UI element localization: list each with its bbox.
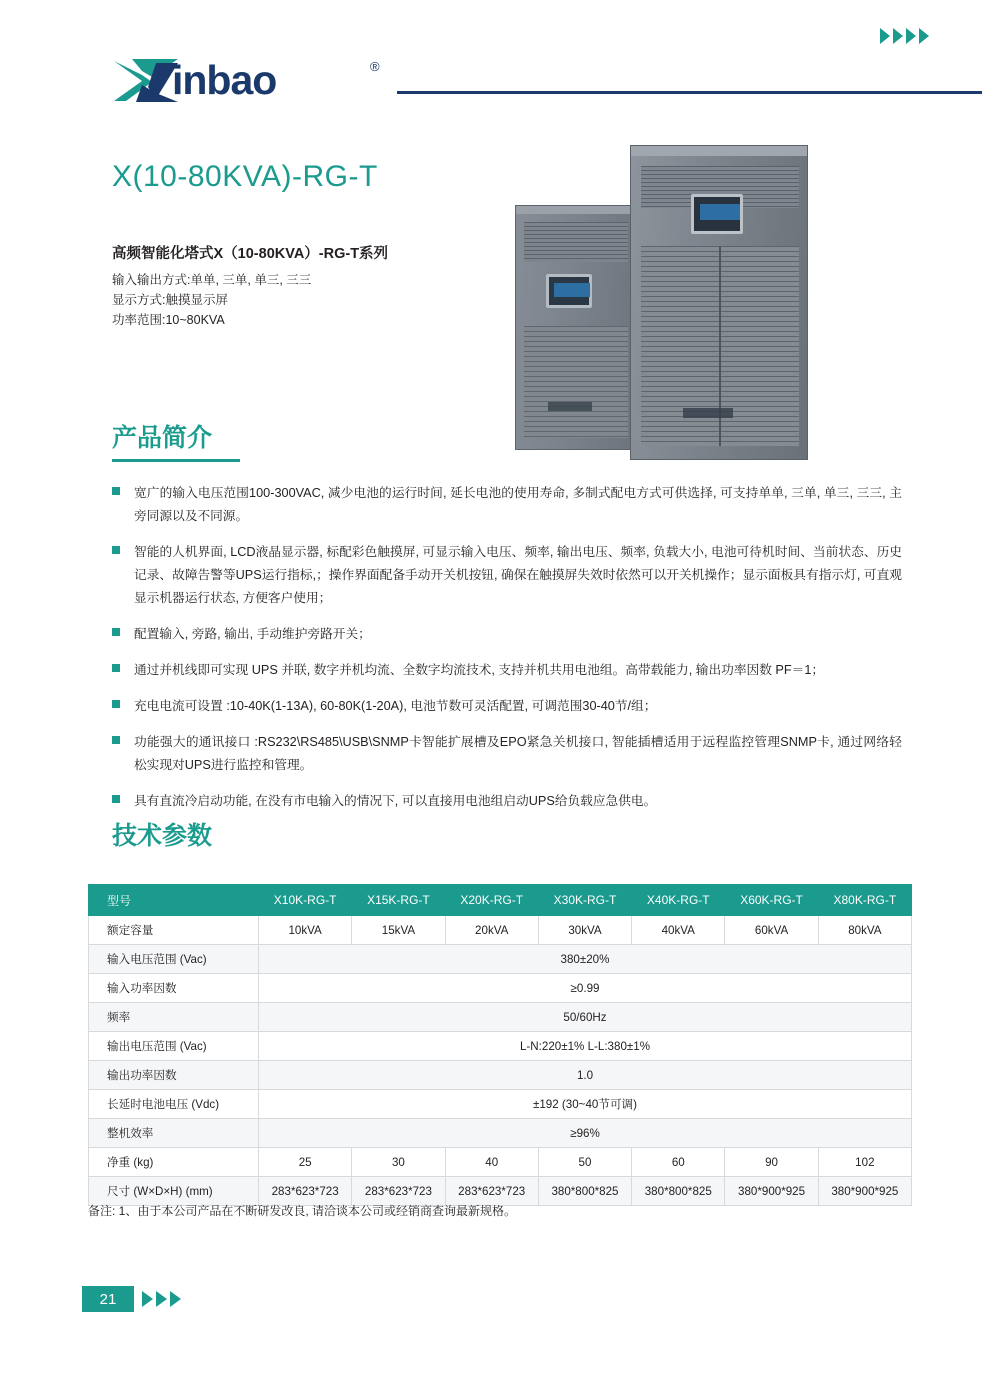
brand-logo — [112, 55, 402, 113]
row-label: 整机效率 — [89, 1119, 259, 1148]
triangle-right-icon — [170, 1291, 181, 1307]
col-header-model: 型号 — [89, 885, 259, 916]
spec-line-power: 功率范围:10~80KVA — [112, 313, 225, 327]
spec-table — [88, 884, 912, 1206]
list-item — [112, 659, 902, 682]
table-row — [89, 1148, 912, 1177]
table-cell: 283*623*723 — [259, 1177, 352, 1206]
row-label: 净重 (kg) — [89, 1148, 259, 1177]
bullet-text: 配置输入, 旁路, 输出, 手动维护旁路开关； — [134, 627, 371, 641]
table-cell: 10kVA — [259, 916, 352, 945]
table-cell-merged: 1.0 — [259, 1061, 912, 1090]
table-cell: 20kVA — [445, 916, 538, 945]
triangle-right-icon — [893, 28, 903, 44]
table-cell: 60kVA — [725, 916, 818, 945]
ups-tower-large-image — [630, 145, 808, 460]
intro-bullet-list — [112, 482, 902, 826]
triangle-right-icon — [906, 28, 916, 44]
table-cell-merged: ≥0.99 — [259, 974, 912, 1003]
row-label: 输入功率因数 — [89, 974, 259, 1003]
table-cell: 40kVA — [632, 916, 725, 945]
square-bullet-icon — [112, 736, 120, 744]
table-cell: 90 — [725, 1148, 818, 1177]
bullet-text: 充电电流可设置 :10-40K(1-13A), 60-80K(1-20A), 电池节数可灵活配置, 可调范围30-40节/组； — [134, 699, 657, 713]
table-cell-merged: 380±20% — [259, 945, 912, 974]
table-row — [89, 974, 912, 1003]
product-photo — [480, 130, 900, 460]
col-header-x80k: X80K-RG-T — [818, 885, 911, 916]
triangle-right-icon — [142, 1291, 153, 1307]
square-bullet-icon — [112, 546, 120, 554]
page-number-badge: 21 — [82, 1286, 134, 1312]
registered-mark: ® — [370, 59, 380, 74]
triangle-right-icon — [919, 28, 929, 44]
header-arrow-group — [880, 28, 929, 44]
spec-table-body — [89, 916, 912, 1206]
ups-small-display-icon — [546, 274, 592, 308]
product-model-title: X(10-80KVA)-RG-T — [112, 160, 378, 193]
spec-table-wrapper — [88, 884, 912, 1206]
bullet-text: 智能的人机界面, LCD液晶显示器, 标配彩色触摸屏, 可显示输入电压、频率, 输出电压、频率, 负载大小, 电池可待机时间、当前状态、历史记录、故障告警等UPS运行指标,；操作界面配备手动开关机按钮, 确保在触摸屏失效时依然可以开关机操作；显示面板具有指示灯, 可直观显示机器运行状态, 方便客户使用； — [134, 545, 902, 605]
page-header — [0, 0, 1000, 130]
table-row — [89, 1119, 912, 1148]
row-label: 输出电压范围 (Vac) — [89, 1032, 259, 1061]
square-bullet-icon — [112, 628, 120, 636]
params-heading: 技术参数 — [112, 822, 213, 850]
square-bullet-icon — [112, 795, 120, 803]
product-spec-lines — [112, 270, 311, 330]
list-item — [112, 790, 902, 813]
square-bullet-icon — [112, 664, 120, 672]
table-cell: 50 — [538, 1148, 631, 1177]
row-label: 长延时电池电压 (Vdc) — [89, 1090, 259, 1119]
bullet-text: 功能强大的通讯接口 :RS232\RS485\USB\SNMP卡智能扩展槽及EPO紧急关机接口, 智能插槽适用于远程监控管理SNMP卡, 通过网络轻松实现对UPS进行监控和管理。 — [134, 735, 902, 772]
list-item — [112, 541, 902, 610]
product-subtitle: 高频智能化塔式X（10-80KVA）-RG-T系列 — [112, 246, 389, 262]
intro-heading-underline — [112, 459, 240, 462]
col-header-x20k: X20K-RG-T — [445, 885, 538, 916]
square-bullet-icon — [112, 700, 120, 708]
square-bullet-icon — [112, 487, 120, 495]
row-label: 尺寸 (W×D×H) (mm) — [89, 1177, 259, 1206]
table-cell: 283*623*723 — [352, 1177, 445, 1206]
table-cell: 380*800*825 — [538, 1177, 631, 1206]
triangle-right-icon — [880, 28, 890, 44]
table-footnote: 备注: 1、由于本公司产品在不断研发改良, 请洽谈本公司或经销商查询最新规格。 — [88, 1204, 517, 1218]
table-cell: 15kVA — [352, 916, 445, 945]
col-header-x15k: X15K-RG-T — [352, 885, 445, 916]
col-header-x30k: X30K-RG-T — [538, 885, 631, 916]
row-label: 输入电压范围 (Vac) — [89, 945, 259, 974]
list-item — [112, 695, 902, 718]
table-row — [89, 1061, 912, 1090]
table-cell-merged: ≥96% — [259, 1119, 912, 1148]
list-item — [112, 623, 902, 646]
spec-line-io: 输入输出方式:单单, 三单, 单三, 三三 — [112, 273, 312, 287]
ups-large-display-icon — [691, 194, 743, 234]
table-cell: 283*623*723 — [445, 1177, 538, 1206]
table-row — [89, 945, 912, 974]
table-row — [89, 916, 912, 945]
table-cell: 80kVA — [818, 916, 911, 945]
row-label: 输出功率因数 — [89, 1061, 259, 1090]
table-cell-merged: 50/60Hz — [259, 1003, 912, 1032]
table-cell: 40 — [445, 1148, 538, 1177]
row-label: 额定容量 — [89, 916, 259, 945]
bullet-text: 具有直流冷启动功能, 在没有市电输入的情况下, 可以直接用电池组启动UPS给负载应急供电。 — [134, 794, 657, 808]
x-swoosh-logo-icon — [112, 55, 180, 107]
table-cell: 380*900*925 — [725, 1177, 818, 1206]
table-cell: 60 — [632, 1148, 725, 1177]
table-cell-merged: ±192 (30~40节可调) — [259, 1090, 912, 1119]
col-header-x10k: X10K-RG-T — [259, 885, 352, 916]
col-header-x40k: X40K-RG-T — [632, 885, 725, 916]
brand-name: inbao — [172, 57, 277, 103]
table-row — [89, 1090, 912, 1119]
table-cell: 30kVA — [538, 916, 631, 945]
col-header-x60k: X60K-RG-T — [725, 885, 818, 916]
intro-heading: 产品简介 — [112, 424, 213, 452]
ups-tower-small-image — [515, 205, 635, 450]
triangle-right-icon — [156, 1291, 167, 1307]
row-label: 频率 — [89, 1003, 259, 1032]
spec-line-display: 显示方式:触摸显示屏 — [112, 293, 228, 307]
list-item — [112, 731, 902, 777]
table-row — [89, 1003, 912, 1032]
bullet-text: 通过并机线即可实现 UPS 并联, 数字并机均流、全数字均流技术, 支持并机共用电池组。高带载能力, 输出功率因数 PF＝1； — [134, 663, 825, 677]
table-cell: 102 — [818, 1148, 911, 1177]
table-header-row — [89, 885, 912, 916]
table-cell: 30 — [352, 1148, 445, 1177]
table-cell-merged: L-N:220±1% L-L:380±1% — [259, 1032, 912, 1061]
table-cell: 25 — [259, 1148, 352, 1177]
footer-arrow-group — [142, 1291, 181, 1307]
header-divider — [397, 91, 982, 94]
table-cell: 380*800*825 — [632, 1177, 725, 1206]
bullet-text: 宽广的输入电压范围100-300VAC, 减少电池的运行时间, 延长电池的使用寿命, 多制式配电方式可供选择, 可支持单单, 三单, 单三, 三三, 主旁同源以及不同源。 — [134, 486, 902, 523]
list-item — [112, 482, 902, 528]
spec-table-head — [89, 885, 912, 916]
table-row — [89, 1032, 912, 1061]
table-cell: 380*900*925 — [818, 1177, 911, 1206]
